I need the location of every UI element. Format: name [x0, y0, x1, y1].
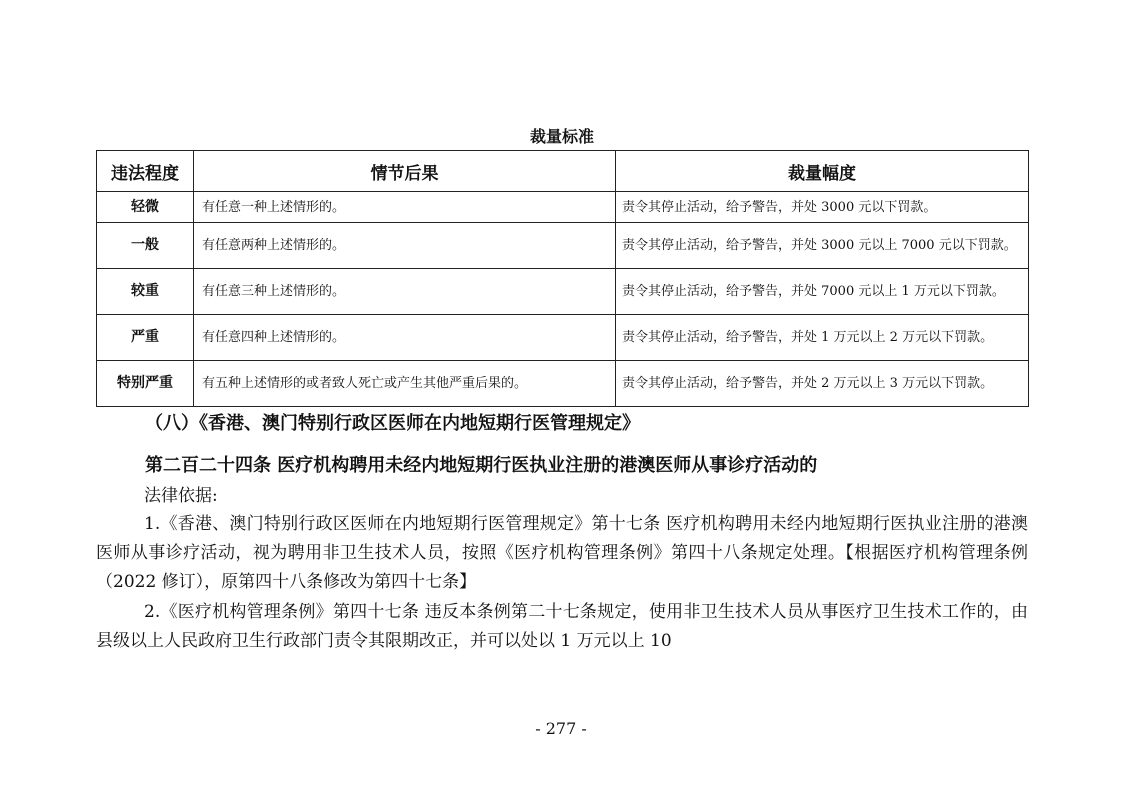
penalty-text: 责令其停止活动，给予警告，并处 1 万元以上 2 万元以下罚款。 — [616, 315, 1029, 361]
penalty-text: 责令其停止活动，给予警告，并处 2 万元以上 3 万元以下罚款。 — [616, 361, 1029, 407]
page-number: - 277 - — [535, 719, 587, 738]
header-violation-degree: 违法程度 — [97, 151, 194, 192]
table-row — [97, 315, 1029, 361]
penalty-text: 责令其停止活动，给予警告，并处 3000 元以上 7000 元以下罚款。 — [616, 223, 1029, 269]
header-penalty-range: 裁量幅度 — [616, 151, 1029, 192]
circumstance-text: 有任意四种上述情形的。 — [194, 315, 616, 361]
violation-level: 一般 — [97, 223, 194, 269]
table-row — [97, 361, 1029, 407]
penalty-text: 责令其停止活动，给予警告，并处 3000 元以下罚款。 — [616, 192, 1029, 223]
circumstance-text: 有任意两种上述情形的。 — [194, 223, 616, 269]
table-caption: 裁量标准 — [529, 127, 594, 146]
penalty-text: 责令其停止活动，给予警告，并处 7000 元以上 1 万元以下罚款。 — [616, 269, 1029, 315]
discretion-standard-table — [96, 150, 1029, 407]
circumstance-text: 有任意三种上述情形的。 — [194, 269, 616, 315]
table-row — [97, 192, 1029, 223]
header-circumstance: 情节后果 — [194, 151, 616, 192]
table-row — [97, 269, 1029, 315]
article-heading: 第二百二十四条 医疗机构聘用未经内地短期行医执业注册的港澳医师从事诊疗活动的 — [145, 455, 818, 476]
violation-level: 严重 — [97, 315, 194, 361]
table-header-row — [97, 151, 1029, 192]
circumstance-text: 有任意一种上述情形的。 — [194, 192, 616, 223]
violation-level: 较重 — [97, 269, 194, 315]
table-row — [97, 223, 1029, 269]
legal-basis-paragraph-2: 2.《医疗机构管理条例》第四十七条 违反本条例第二十七条规定，使用非卫生技术人员从事医疗卫生技术工作的，由县级以上人民政府卫生行政部门责令其限期改正，并可以处以 1 万元以上 10 — [96, 602, 1028, 651]
legal-basis-label: 法律依据: — [144, 486, 218, 506]
violation-level: 轻微 — [97, 192, 194, 223]
circumstance-text: 有五种上述情形的或者致人死亡或产生其他严重后果的。 — [194, 361, 616, 407]
legal-basis-paragraph-1: 1.《香港、澳门特别行政区医师在内地短期行医管理规定》第十七条 医疗机构聘用未经内地短期行医执业注册的港澳医师从事诊疗活动，视为聘用非卫生技术人员，按照《医疗机构管理条例》第四十八条规定处理。【根据医疗机构管理条例（2022 修订），原第四十八条修改为第四十七条】 — [96, 514, 1028, 592]
violation-level: 特别严重 — [97, 361, 194, 407]
section-heading: （八）《香港、澳门特别行政区医师在内地短期行医管理规定》 — [145, 413, 640, 434]
